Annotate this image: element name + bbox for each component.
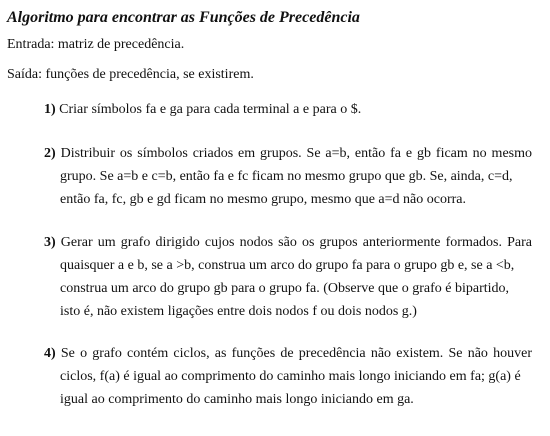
step-line: grupo. Se a=b e c=b, então fa e fc ficam no mesmo grupo que gb. Se, ainda, c=d,: [60, 169, 513, 184]
output-line: Saída: funções de precedência, se existirem.: [7, 67, 254, 82]
step-line: Criar símbolos fa e ga para cada terminal a e para o $.: [59, 102, 362, 117]
step-3: [44, 231, 532, 323]
step-line: Se o grafo contém ciclos, as funções de precedência não existem. Se não houver: [60, 346, 532, 361]
step-line: isto é, não existem ligações entre dois nodos f ou dois nodos g.): [60, 304, 417, 319]
step-number: 1): [44, 102, 56, 117]
step-line: Gerar um grafo dirigido cujos nodos são os grupos anteriormente formados. Para: [60, 235, 532, 250]
step-4: [44, 342, 532, 411]
step-line: construa um arco do grupo gb para o grupo fa. (Observe que o grafo é bipartido,: [60, 281, 510, 296]
step-2: [44, 142, 532, 211]
step-line: igual ao comprimento do caminho mais longo iniciando em ga.: [60, 392, 414, 407]
step-line: então fa, fc, gb e gd ficam no mesmo grupo, mesmo que a=d não ocorra.: [60, 192, 466, 207]
input-line: Entrada: matriz de precedência.: [7, 37, 185, 52]
step-number: 4): [44, 346, 56, 361]
step-line: Distribuir os símbolos criados em grupos. Se a=b, então fa e gb ficam no mesmo: [60, 146, 532, 161]
step-number: 2): [44, 146, 56, 161]
step-line: ciclos, f(a) é igual ao comprimento do caminho mais longo iniciando em fa; g(a) é: [60, 369, 521, 384]
document-title: Algoritmo para encontrar as Funções de Precedência: [7, 9, 360, 26]
step-1: [44, 98, 361, 121]
step-line: quaisquer a e b, se a >b, construa um arco do grupo fa para o grupo gb e, se a <b,: [60, 258, 515, 273]
step-number: 3): [44, 235, 56, 250]
